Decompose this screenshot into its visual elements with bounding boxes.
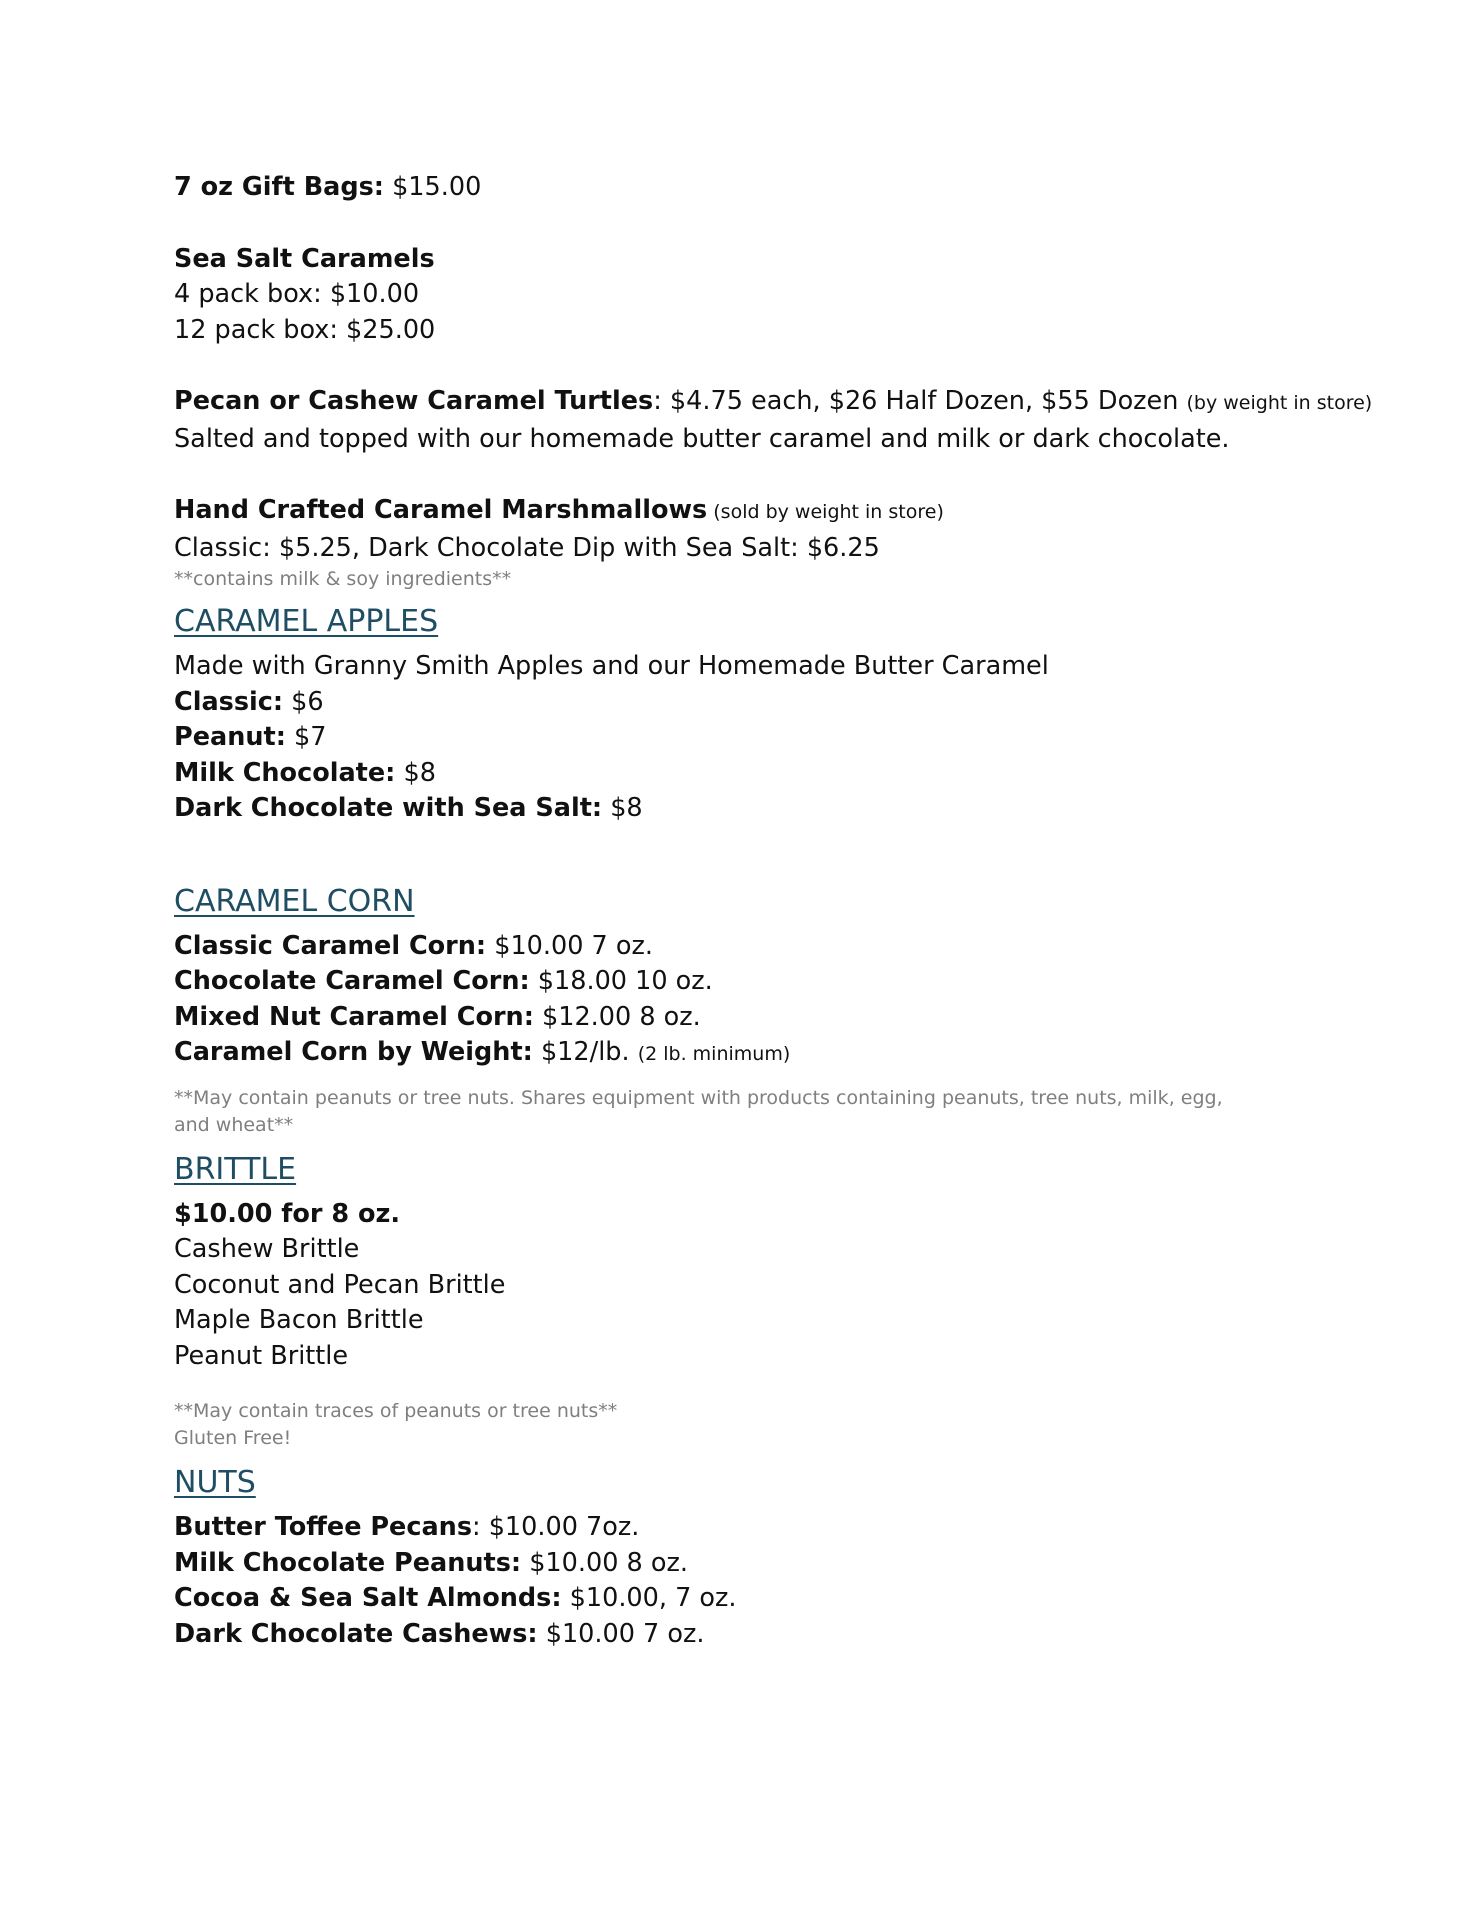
gift-bags-line — [174, 170, 1314, 206]
sea-salt-caramels-title: Sea Salt Caramels — [174, 243, 435, 274]
caramel-corn-item: Mixed Nut Caramel Corn: $12.00 8 oz. — [174, 1001, 701, 1032]
caramel-apples-heading: CARAMEL APPLES — [174, 604, 439, 639]
sea-salt-caramels-item: 4 pack box: $10.00 — [174, 279, 420, 309]
marshmallows-prices: Classic: $5.25, Dark Chocolate Dip with Sea Salt: $6.25 — [174, 532, 880, 563]
marshmallows-label: Hand Crafted Caramel Marshmallows — [174, 495, 708, 525]
caramel-corn-allergen: **May contain peanuts or tree nuts. Shares equipment with products containing peanuts, tree nuts, milk, egg, and wheat** — [174, 1086, 1223, 1136]
brittle-price: $10.00 for 8 oz. — [174, 1198, 401, 1229]
caramel-apples-item: Milk Chocolate: $8 — [174, 757, 436, 788]
marshmallows-line — [174, 493, 1314, 531]
caramel-apples-item: Classic: $6 — [174, 686, 324, 717]
brittle-item: Cashew Brittle — [174, 1234, 360, 1264]
turtles-description: Salted and topped with our homemade butter caramel and milk or dark chocolate. — [174, 423, 1230, 454]
brittle-item: Maple Bacon Brittle — [174, 1305, 424, 1335]
marshmallows-allergen: **contains milk & soy ingredients** — [174, 568, 512, 590]
caramel-corn-heading: CARAMEL CORN — [174, 883, 415, 919]
brittle-item: Peanut Brittle — [174, 1340, 349, 1371]
turtles-line — [174, 384, 1373, 422]
nuts-heading: NUTS — [174, 1465, 256, 1500]
nuts-item: Butter Toffee Pecans: $10.00 7oz. — [174, 1512, 640, 1542]
brittle-heading: BRITTLE — [174, 1151, 297, 1187]
caramel-corn-item: Caramel Corn by Weight: $12/lb. (2 lb. minimum) — [174, 1037, 791, 1067]
gift-bags-price: $15.00 — [383, 172, 482, 202]
caramel-corn-item: Chocolate Caramel Corn: $18.00 10 oz. — [174, 966, 713, 996]
caramel-corn-item: Classic Caramel Corn: $10.00 7 oz. — [174, 930, 653, 961]
brittle-item: Coconut and Pecan Brittle — [174, 1269, 506, 1300]
nuts-item: Dark Chocolate Cashews: $10.00 7 oz. — [174, 1618, 705, 1649]
caramel-apples-item: Dark Chocolate with Sea Salt: $8 — [174, 793, 643, 823]
caramel-apples-intro: Made with Granny Smith Apples and our Homemade Butter Caramel — [174, 651, 1049, 681]
marshmallows-note: (sold by weight in store) — [707, 501, 944, 523]
caramel-apples-item: Peanut: $7 — [174, 722, 327, 752]
menu-page — [174, 170, 1373, 1652]
turtles-price: : $4.75 each, $26 Half Dozen, $55 Dozen — [653, 386, 1187, 416]
gift-bags-label: 7 oz Gift Bags: — [174, 172, 384, 202]
brittle-gluten-note: Gluten Free! — [174, 1427, 292, 1449]
sea-salt-caramels-item: 12 pack box: $25.00 — [174, 314, 436, 345]
turtles-label: Pecan or Cashew Caramel Turtles — [174, 386, 654, 416]
turtles-note: (by weight in store) — [1186, 392, 1373, 414]
brittle-allergen: **May contain traces of peanuts or tree nuts** — [174, 1400, 618, 1422]
nuts-item: Milk Chocolate Peanuts: $10.00 8 oz. — [174, 1547, 688, 1578]
nuts-item: Cocoa & Sea Salt Almonds: $10.00, 7 oz. — [174, 1583, 737, 1613]
